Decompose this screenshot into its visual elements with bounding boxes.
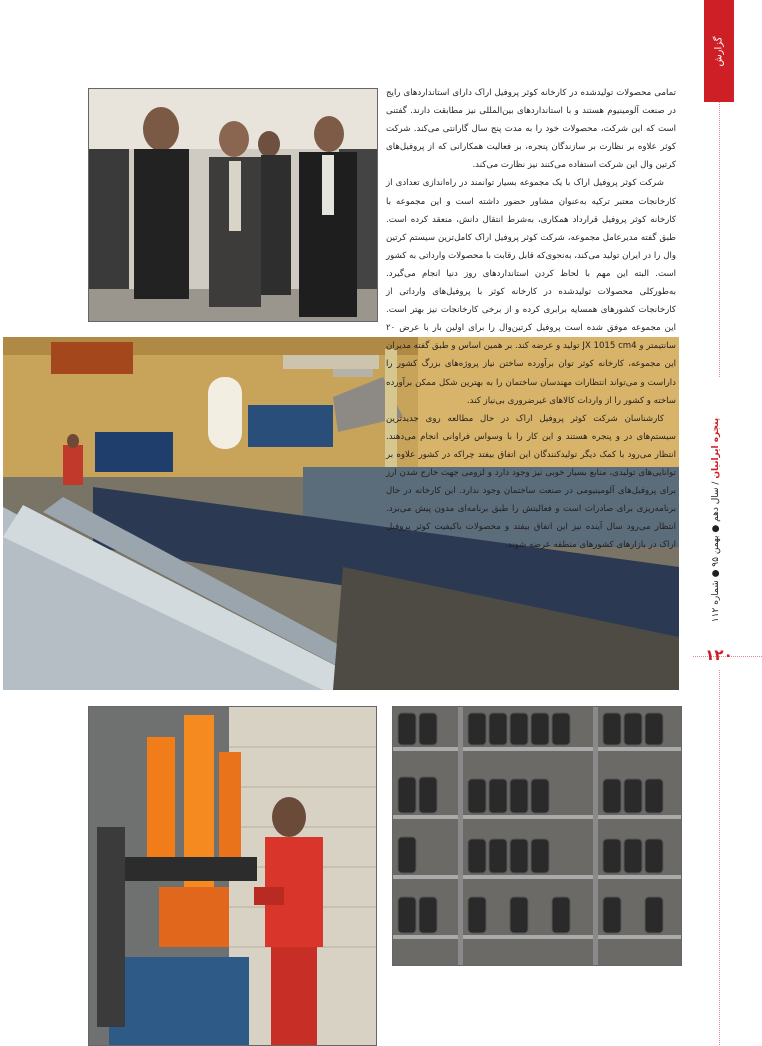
- section-tab-label: گزارش: [713, 35, 725, 67]
- footer-magazine-name: پنجره ایرانیان: [711, 417, 721, 479]
- dies-shelves-photo: [392, 706, 682, 966]
- side-rule-top: [719, 102, 720, 377]
- article-body: [386, 84, 676, 554]
- meeting-photo: [88, 88, 378, 322]
- article-paragraph: کارشناسان شرکت کوثر پروفیل اراک در حال مطالعه روی جدیدترین سیستم‌های در و پنجره هستند و این کار را با وسواس فراوانی انجام می‌دهند. انتظار می‌رود با کمک دیگر تولیدکنندگان این اتفاق بیفتد چراکه در کشور علاوه بر توانایی‌های تولیدی، منابع بسیار خوبی نیز وجود دارد و لزومی جهت خارج شدن ارز برای پروفیل‌های آلومینیومی در صنعت ساختمان وجود ندارد. این کارخانه در حال برنامه‌ریزی برای صادرات است و فعالیتش را طبق برنامه‌ای مدون پیش می‌برد. انتظار می‌رود سال آینده نیز این اتفاق بیفتد و محصولات باکیفیت کوثر پروفیل اراک در بازارهای کشورهای منطقه عرضه شوند.: [386, 413, 676, 551]
- side-rule-bottom: [719, 670, 720, 1045]
- article-paragraph: تمامی محصولات تولیدشده در کارخانه کوثر پروفیل اراک دارای استانداردهای رایج در صنعت آلومینیوم هستند و با استانداردهای بین‌المللی نیز مطابقت دارند. گفتنی است که این شرکت، محصولات خود را به مدت پنج سال گارانتی می‌کند. شرکت کوثر علاوه بر نظارت بر سازندگان پنجره، بر فعالیت همکارانی که از پروفیل‌های کرتین وال این شرکت استفاده می‌کنند نیز نظارت می‌کند.: [386, 88, 676, 171]
- footer-issue-info: / سال دهم ● بهمن ۹۵ ● شماره ۱۱۲: [711, 481, 721, 623]
- page-number: ۱۲۰: [705, 646, 733, 664]
- section-tab: [704, 0, 734, 102]
- hydraulic-press-photo: [88, 706, 377, 1046]
- running-footer: [701, 390, 731, 650]
- article-paragraph: شرکت کوثر پروفیل اراک با یک مجموعه بسیار توانمند در راه‌اندازی تعدادی از کارخانجات معتبر ترکیه به‌عنوان مشاور حضور داشته است و این مجموعه با کارخانه کوثر پروفیل قرارداد همکاری، به‌شرط انتقال دانش، منعقد کرده است. طبق گفته مدیرعامل مجموعه، شرکت کوثر پروفیل اراک کامل‌ترین سیستم کرتین وال را در ایران تولید می‌کند، به‌نحوی‌که قابل رقابت با محصولات وارداتی به کشور است. البته این مهم با لحاظ کردن استانداردهای روز دنیا انجام می‌گیرد. به‌طورکلی محصولات تولیدشده در کارخانه کوثر با پروفیل‌های وارداتی از کارخانجات کشورهای همسایه برابری کرده و از برخی کارخانجات نیز بهتر است. این مجموعه موفق شده است پروفیل کرتین‌وال را برای اولین بار با عرض ۲۰ سانتیمتر و JX 1015 cm4 تولید و عرضه کند. بر همین اساس و طبق گفته مدیران این مجموعه، کارخانه کوثر توان برآورده ساختن نیاز پروژه‌های بزرگ کشور را داراست و می‌تواند انتظارات مهندسان ساختمان را به بهترین شکل ممکن برآورده ساخته و کشور را از واردات کالاهای غیرضروری بی‌نیاز کند.: [386, 178, 676, 406]
